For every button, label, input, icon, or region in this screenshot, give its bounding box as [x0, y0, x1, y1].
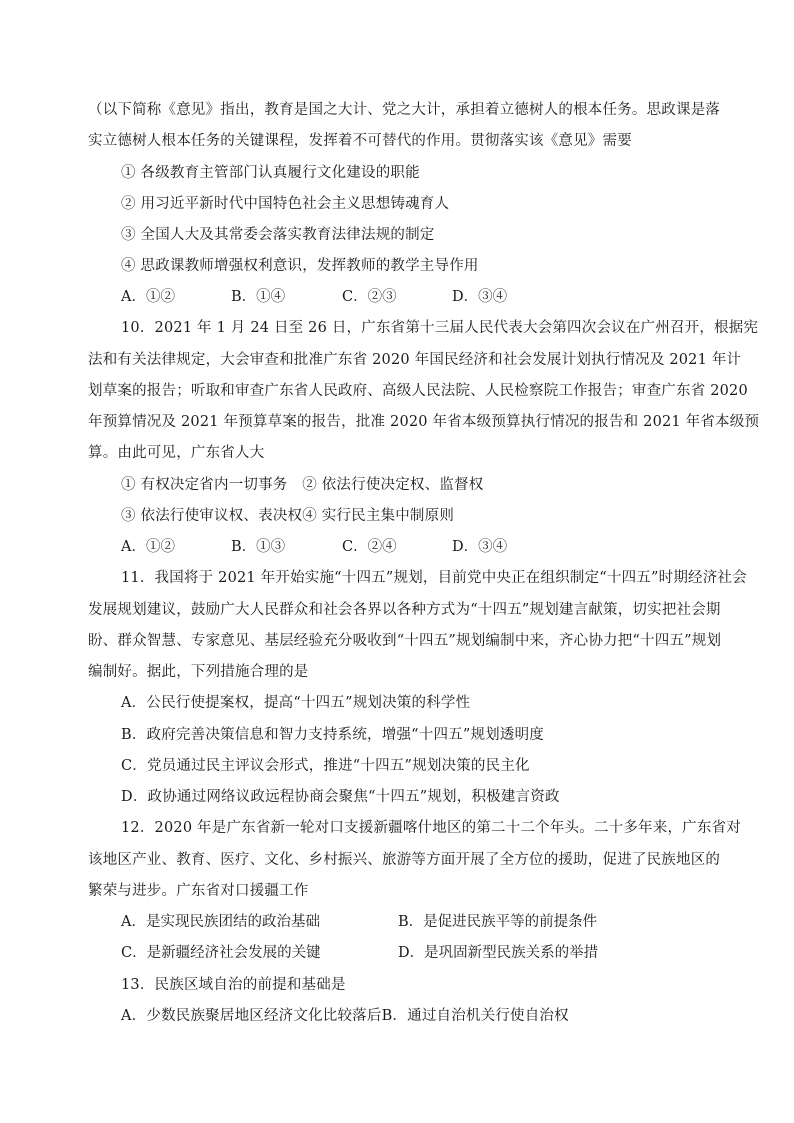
q11-stem-line-2: 发展规划建议，鼓励广大人民群众和社会各界以各种方式为“十四五”规划建言献策，切实把社会期 [88, 602, 721, 618]
q10-option-a: A．①② [121, 539, 175, 555]
q11-option-c: C．党员通过民主评议会形式，推进“十四五”规划决策的民主化 [121, 758, 530, 774]
q10-option-b: B．①③ [231, 539, 286, 555]
q12-option-b: B．是促进民族平等的前提条件 [398, 914, 598, 930]
q9-stem-line-2: 实立德树人根本任务的关键课程，发挥着不可替代的作用。贯彻落实该《意见》需要 [88, 133, 632, 149]
q10-stem-line-2: 法和有关法律规定，大会审查和批准广东省 2020 年国民经济和社会发展计划执行情况及 2021 年计 [88, 352, 742, 368]
q10-stem-line-4: 年预算情况及 2021 年预算草案的报告，批准 2020 年省本级预算执行情况的报告和 2021 年省本级预 [88, 414, 760, 430]
q11-option-d: D．政协通过网络议政远程协商会聚焦“十四五”规划，积极建言资政 [121, 789, 560, 805]
q10-option-c: C．②④ [342, 539, 397, 555]
q13-stem: 13．民族区域自治的前提和基础是 [121, 977, 346, 993]
q11-option-b: B．政府完善决策信息和智力支持系统，增强“十四五”规划透明度 [121, 727, 544, 743]
q9-item-2: ② 用习近平新时代中国特色社会主义思想铸魂育人 [121, 196, 450, 212]
q11-stem-line-4: 编制好。据此，下列措施合理的是 [88, 664, 309, 680]
q9-stem-line-1: （以下简称《意见》指出，教育是国之大计、党之大计，承担着立德树人的根本任务。思政课是落 [88, 102, 721, 118]
q12-option-c: C．是新疆经济社会发展的关键 [121, 945, 321, 961]
q11-stem-line-1: 11．我国将于 2021 年开始实施“十四五”规划，目前党中央正在组织制定“十四五”时期经济社会 [121, 570, 747, 586]
q10-stem-line-5: 算。由此可见，广东省人大 [88, 445, 265, 461]
q9-item-4: ④ 思政课教师增强权利意识，发挥教师的教学主导作用 [121, 258, 479, 274]
q10-stem-line-3: 划草案的报告；听取和审查广东省人民政府、高级人民法院、人民检察院工作报告；审查广东省 2020 [88, 383, 748, 399]
q9-option-d: D．③④ [452, 289, 508, 305]
q11-stem-line-3: 盼、群众智慧、专家意见、基层经验充分吸收到“十四五”规划编制中来，齐心协力把“十四五”规划 [88, 633, 722, 649]
q10-stem-line-1: 10．2021 年 1 月 24 日至 26 日，广东省第十三届人民代表大会第四次会议在广州召开，根据宪 [121, 320, 759, 336]
q10-items-line-1: ① 有权决定省内一切事务 ② 依法行使决定权、监督权 [121, 477, 484, 493]
q12-option-d: D．是巩固新型民族关系的举措 [398, 945, 599, 961]
q10-option-d: D．③④ [452, 539, 508, 555]
q9-option-a: A．①② [121, 289, 175, 305]
q13-options-line: A．少数民族聚居地区经济文化比较落后B．通过自治机关行使自治权 [121, 1008, 569, 1024]
q9-option-c: C．②③ [342, 289, 397, 305]
q12-option-a: A．是实现民族团结的政治基础 [121, 914, 320, 930]
q9-item-1: ① 各级教育主管部门认真履行文化建设的职能 [121, 165, 420, 181]
q9-option-b: B．①④ [231, 289, 286, 305]
q12-stem-line-1: 12．2020 年是广东省新一轮对口支援新疆喀什地区的第二十二个年头。二十多年来，广东省对 [121, 820, 741, 836]
q9-item-3: ③ 全国人大及其常委会落实教育法律法规的制定 [121, 227, 435, 243]
q11-option-a: A．公民行使提案权，提高“十四五”规划决策的科学性 [121, 695, 471, 711]
q12-stem-line-2: 该地区产业、教育、医疗、文化、乡村振兴、旅游等方面开展了全方位的援助，促进了民族地区的 [88, 852, 721, 868]
q10-items-line-2: ③ 依法行使审议权、表决权④ 实行民主集中制原则 [121, 508, 455, 524]
q12-stem-line-3: 繁荣与进步。广东省对口援疆工作 [88, 883, 309, 899]
